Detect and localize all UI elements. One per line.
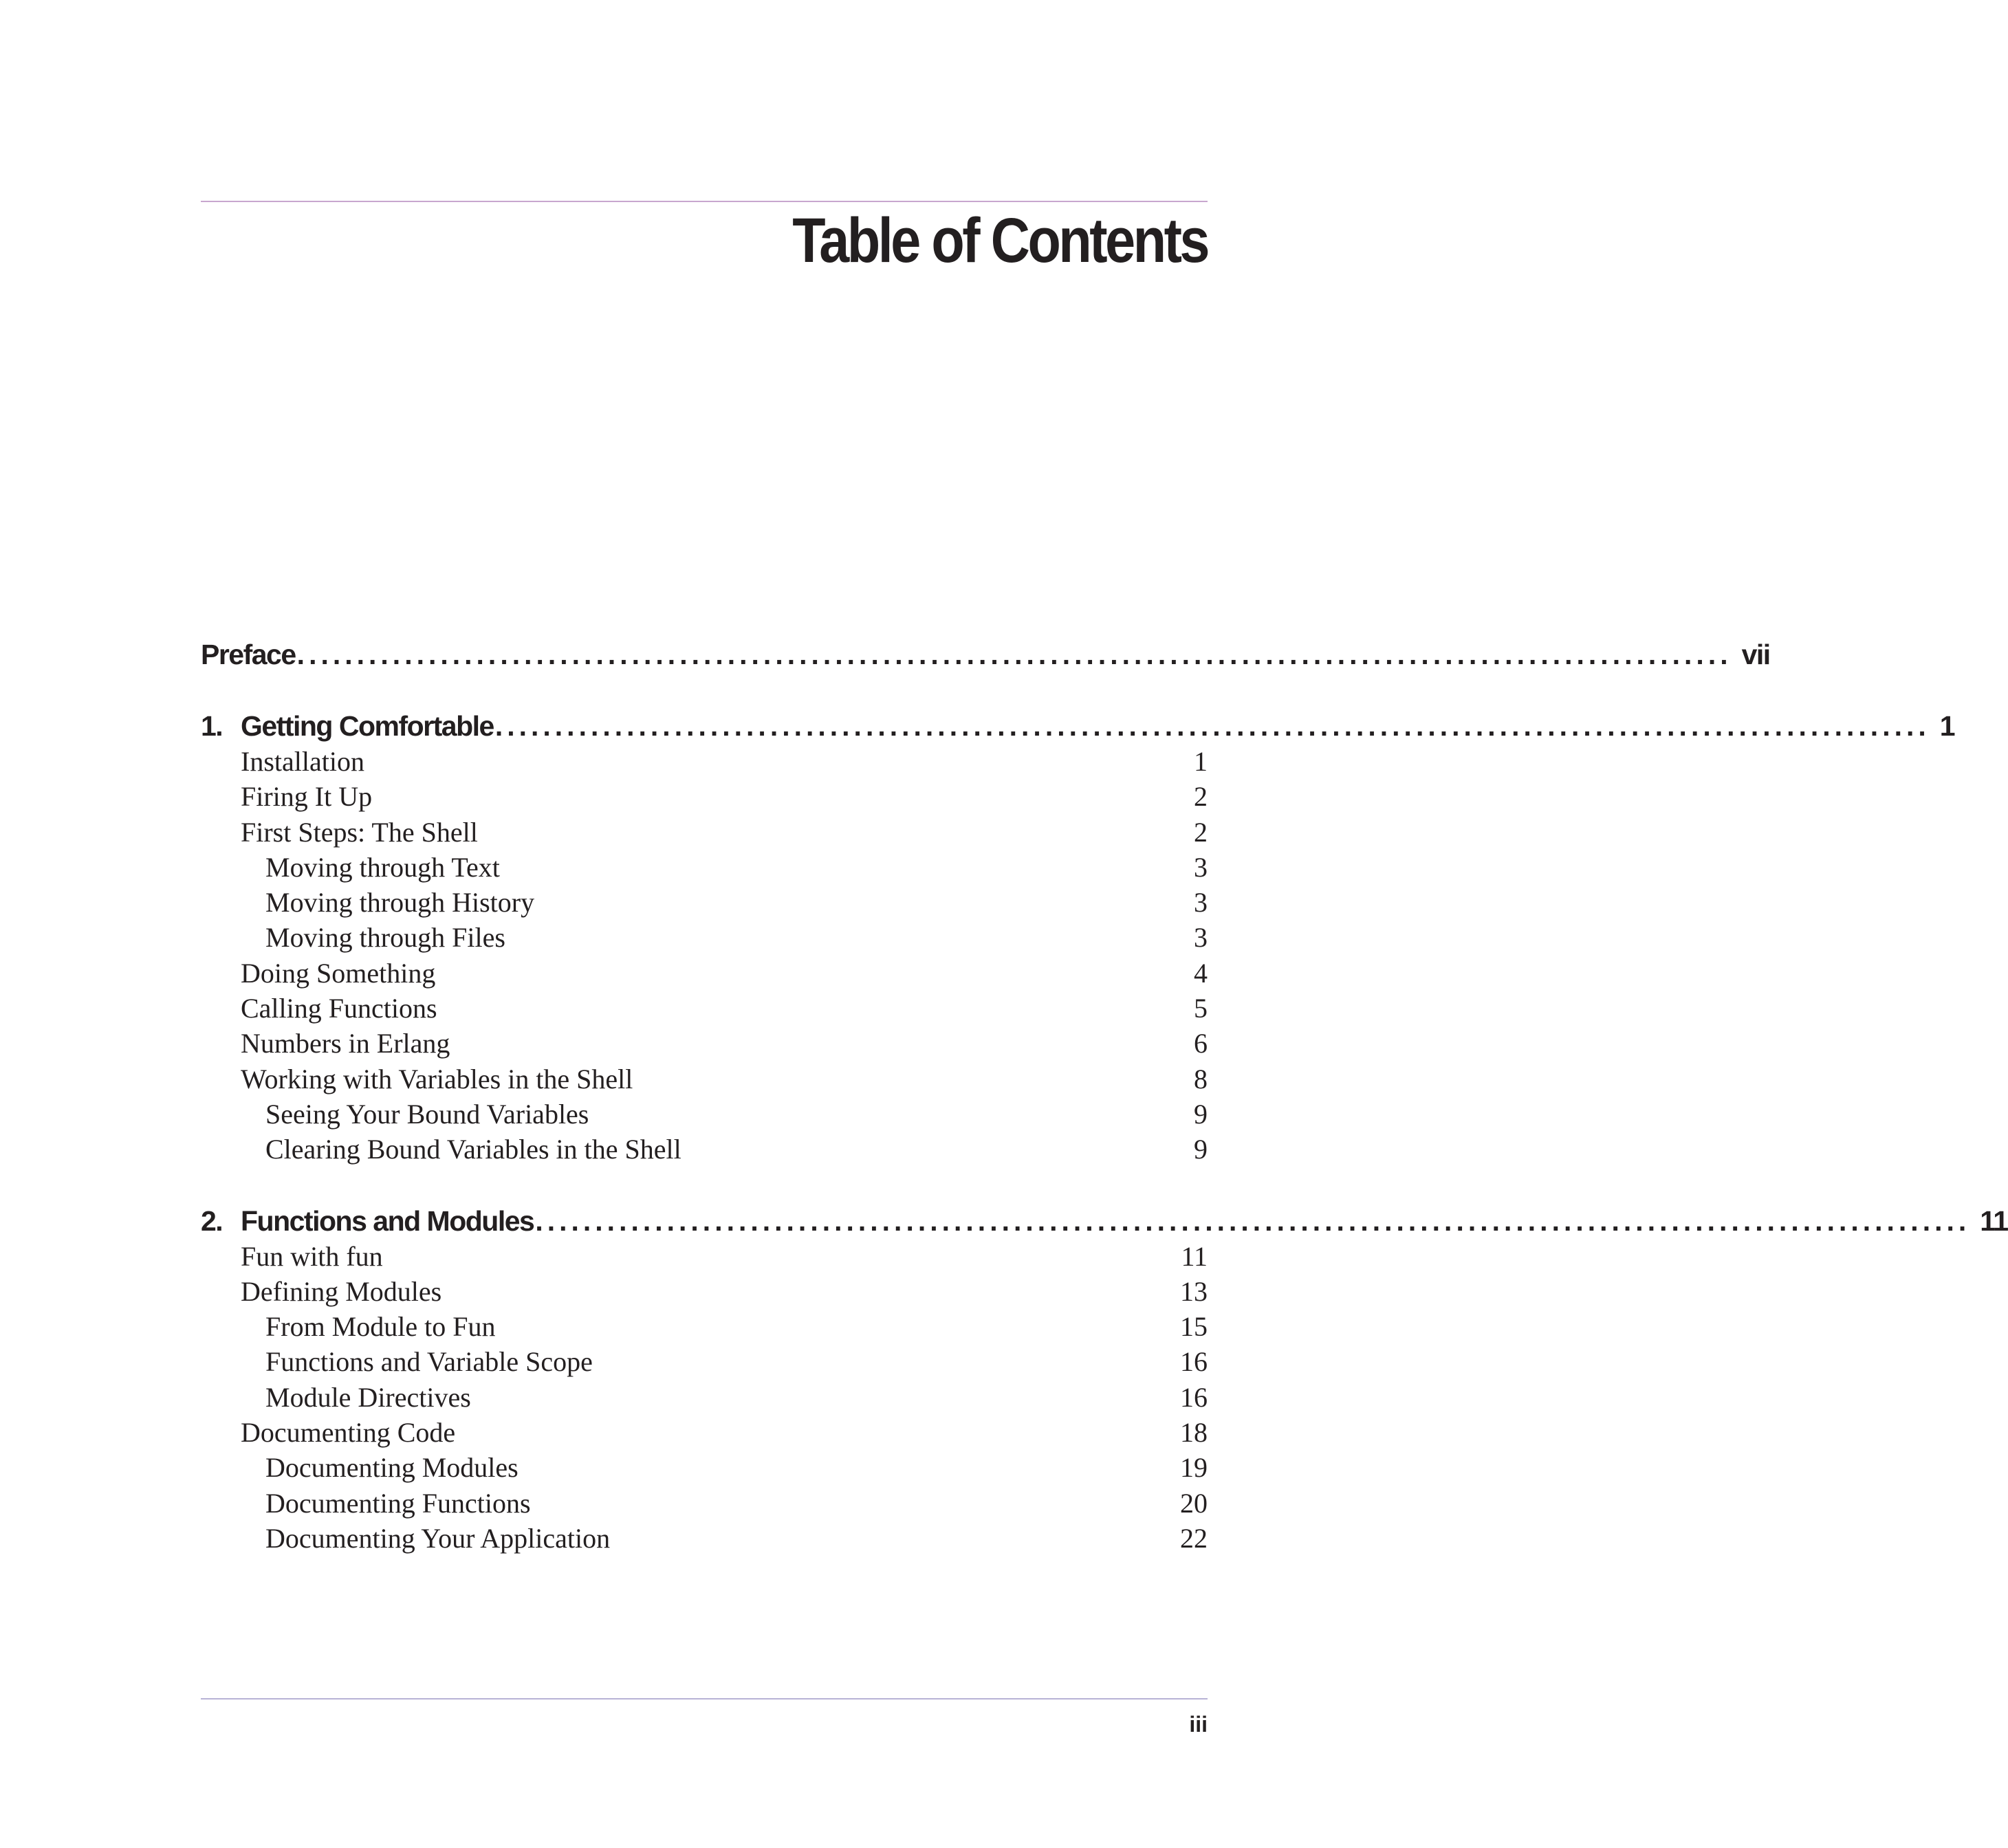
toc-entry-page: 9 [1194,1098,1208,1130]
toc-entry-title: Documenting Modules [265,1452,519,1484]
toc-entry-title: Working with Variables in the Shell [241,1063,633,1094]
toc-entry-title: From Module to Fun [265,1311,496,1343]
toc-entry-page: 3 [1194,922,1208,954]
toc-entry-page: 16 [1180,1346,1208,1378]
toc-entry-page: 1 [1194,746,1208,777]
toc-entry[interactable] [201,1415,1208,1450]
toc-chapter-title: Functions and Modules [241,1204,534,1237]
toc-entry[interactable] [201,1309,1208,1344]
toc-entry-title: Doing Something [241,957,436,989]
toc-entry-title: Documenting Code [241,1417,456,1449]
toc-entry-page: 11 [1181,1240,1208,1272]
toc-entry[interactable] [201,991,1208,1026]
toc-entry[interactable] [201,850,1208,885]
toc-entry[interactable] [201,1097,1208,1132]
toc-entry-title: Functions and Variable Scope [265,1346,593,1378]
toc-entry-title: Moving through Files [265,922,505,954]
top-rule [201,201,1208,202]
toc-entry-title: Firing It Up [241,781,373,813]
page-title: Table of Contents [792,206,1208,276]
toc-entry-title: Module Directives [265,1381,471,1413]
toc-chapter[interactable] [201,708,1955,744]
toc-entry-page: 9 [1194,1134,1208,1165]
toc-chapter[interactable] [201,1203,2008,1239]
toc-entry-title: Seeing Your Bound Variables [265,1098,589,1130]
toc-entry-page: 6 [1194,1028,1208,1059]
toc-entry[interactable] [201,815,1208,850]
toc-entry-title: First Steps: The Shell [241,816,478,848]
toc-chapter-title: Getting Comfortable [241,710,494,742]
toc-chapter-page: 1 [1939,710,1955,742]
toc-entry-page: 13 [1180,1275,1208,1307]
toc-entry-title: Numbers in Erlang [241,1028,450,1059]
toc-entry[interactable] [201,956,1208,991]
dot-leader: ........................................................................................................................ [296,639,1732,670]
toc-entry[interactable] [201,1062,1208,1097]
page-folio: iii [1189,1712,1208,1737]
dot-leader: ........................................................................................................................ [494,710,1930,742]
toc-chapter-number: 1. [201,710,223,742]
toc-entry-title: Fun with fun [241,1240,383,1272]
toc-entry[interactable] [201,744,1208,779]
toc-entry[interactable] [201,779,1208,814]
toc-entry-page: 5 [1194,993,1208,1024]
toc-entry[interactable] [201,920,1208,955]
toc-entry-page: 16 [1180,1381,1208,1413]
toc-entry-page: 22 [1180,1522,1208,1554]
toc-entry-page: 2 [1194,781,1208,813]
toc-entry-page: 18 [1180,1417,1208,1449]
toc-preface[interactable] [201,637,1770,672]
toc-entry[interactable] [201,1026,1208,1061]
toc-entry-page: 2 [1194,816,1208,848]
toc-entry[interactable] [201,1450,1208,1485]
toc-entry-page: 3 [1194,887,1208,918]
dot-leader: ........................................................................................................................ [535,1204,1971,1237]
toc-entry-title: Documenting Your Application [265,1522,611,1554]
toc-entry[interactable] [201,885,1208,920]
toc-chapter-page: 11 [1980,1204,2008,1237]
toc-entry-title: Installation [241,746,364,777]
toc-entry-title: Defining Modules [241,1275,442,1307]
bottom-rule [201,1698,1208,1700]
toc-entry[interactable] [201,1344,1208,1379]
toc-preface-title: Preface [201,639,296,670]
toc-entry-title: Moving through Text [265,851,500,883]
toc-entry-title: Moving through History [265,887,535,918]
toc-entry[interactable] [201,1274,1208,1309]
toc-entry-title: Calling Functions [241,993,437,1024]
toc-entry[interactable] [201,1239,1208,1274]
toc-preface-page: vii [1741,639,1770,670]
toc-list [201,637,2008,1556]
toc-entry-page: 3 [1194,851,1208,883]
toc-chapter-number: 2. [201,1204,223,1237]
toc-entry[interactable] [201,1486,1208,1521]
toc-entry-page: 4 [1194,957,1208,989]
toc-entry-page: 8 [1194,1063,1208,1094]
toc-entry[interactable] [201,1521,1208,1556]
toc-entry[interactable] [201,1380,1208,1415]
toc-entry-title: Documenting Functions [265,1487,531,1519]
toc-entry-title: Clearing Bound Variables in the Shell [265,1134,681,1165]
toc-entry-page: 15 [1180,1311,1208,1343]
toc-entry-page: 19 [1180,1452,1208,1484]
toc-entry[interactable] [201,1132,1208,1167]
toc-entry-page: 20 [1180,1487,1208,1519]
